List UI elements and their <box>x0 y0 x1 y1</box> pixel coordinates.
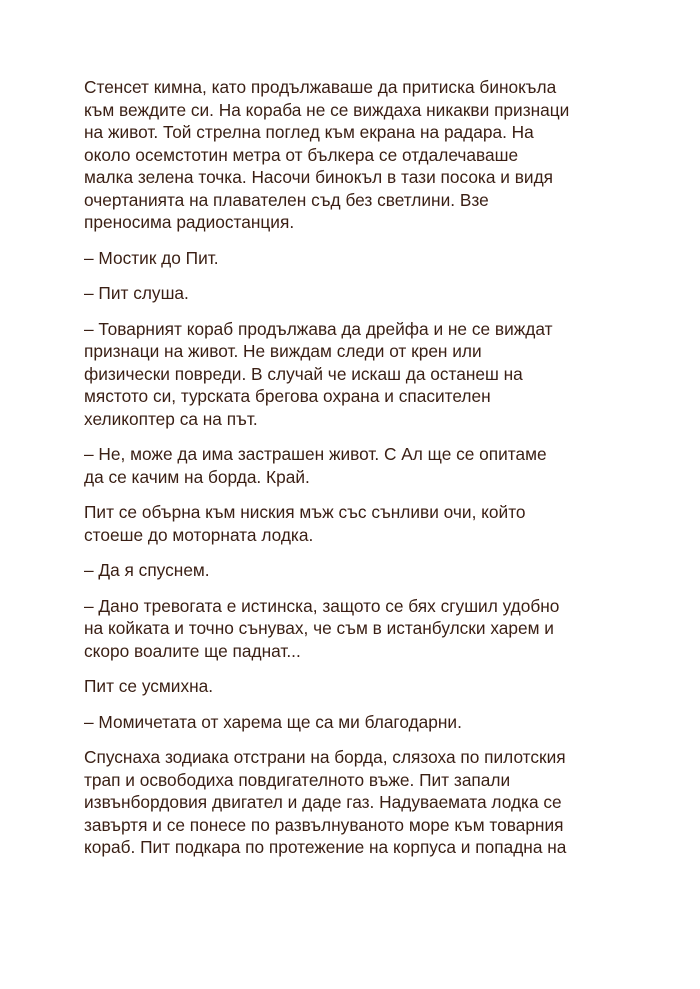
paragraph-4: – Товарният кораб продължава да дрейфа и не се виждат признаци на живот. Не виждам следи от крен или физически повреди. В случай че искаш да останеш на мястото си, турската брегова охрана и спасителен хеликоптер са на път. <box>84 318 553 429</box>
paragraph-6: Пит се обърна към ниския мъж със сънливи очи, който стоеше до моторната лодка. <box>84 502 526 545</box>
paragraph-7: – Да я спуснем. <box>84 560 210 580</box>
paragraph-9: Пит се усмихна. <box>84 676 214 696</box>
paragraph-5: – Не, може да има застрашен живот. С Ал ще се опитаме да се качим на борда. Край. <box>84 444 547 487</box>
paragraph-11: Спуснаха зодиака отстрани на борда, слязоха по пилотския трап и освободиха повдигателното въже. Пит запали извънбордовия двигател и даде газ. Надуваемата лодка се завъртя и се понесе по развълнуваното море към товарния кораб. Пит подкара по протежение на корпуса и попадна на <box>84 747 567 857</box>
body-text <box>84 76 632 872</box>
paragraph-3: – Пит слуша. <box>84 283 189 303</box>
paragraph-10: – Момичетата от харема ще са ми благодарни. <box>84 711 462 732</box>
paragraph-2: – Мостик до Пит. <box>84 247 219 268</box>
paragraph-8: – Дано тревогата е истинска, защото се бях сгушил удобно на койката и точно сънувах, че съм в истанбулски харем и скоро воалите ще паднат... <box>84 595 560 661</box>
paragraph-1: Стенсет кимна, като продължаваше да притиска бинокъла към веждите си. На кораба не се виждаха никакви признаци на живот. Той стрелна поглед към екрана на радара. На около осемстотин метра от бълкера се отдалечаваше малка зелена точка. Насочи бинокъл в тази посока и видя очертанията на плавателен съд без светлини. Взе преносима радиостанция. <box>84 77 570 232</box>
